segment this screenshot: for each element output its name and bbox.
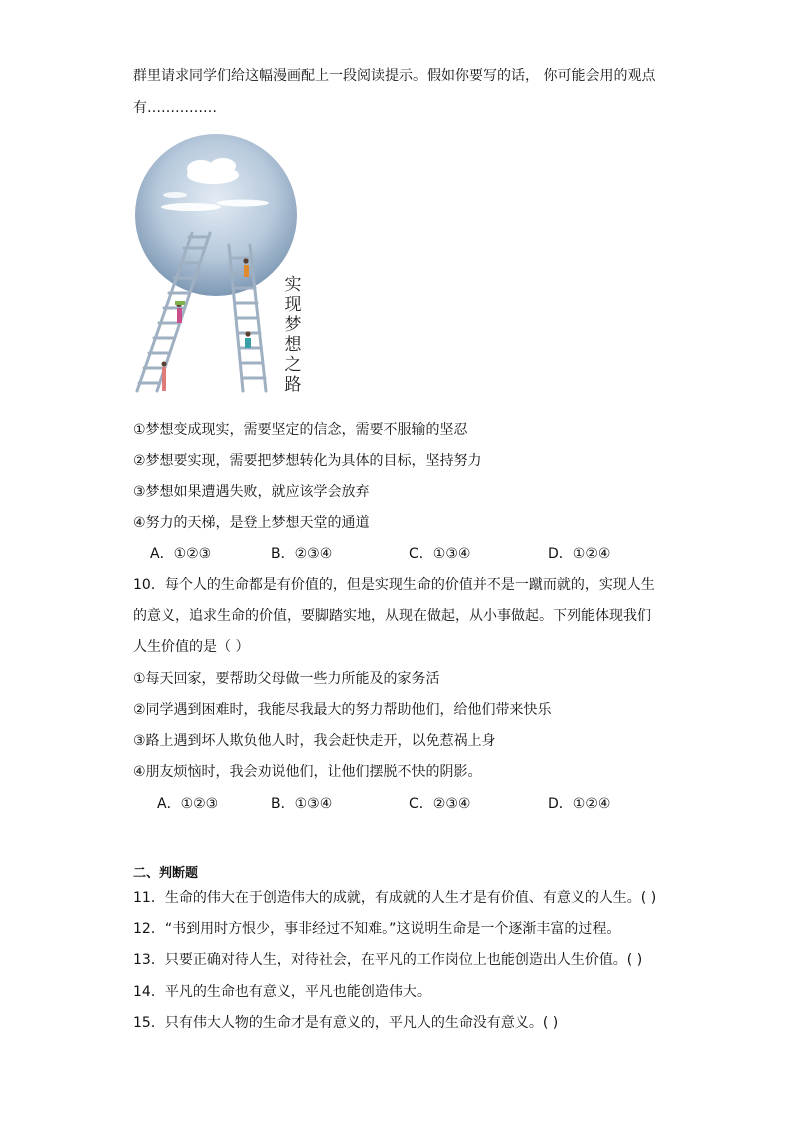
q9-option-b[interactable]: B．②③④ <box>271 546 333 562</box>
q10-statement-2: ②同学遇到困难时，我能尽我最大的努力帮助他们，给他们带来快乐 <box>133 702 552 718</box>
q10-option-b[interactable]: B．①③④ <box>271 796 333 812</box>
q10-statement-3: ③路上遇到坏人欺负他人时，我会赶快走开，以免惹祸上身 <box>133 733 496 749</box>
q11-item: 11．生命的伟大在于创造伟大的成就，有成就的人生才是有价值、有意义的人生。( ) <box>133 890 657 906</box>
intro-line-2: 有…………… <box>133 100 217 116</box>
caption-char-3: 梦 <box>284 315 302 335</box>
caption-char-1: 实 <box>284 275 302 295</box>
q9-statement-3: ③梦想如果遭遇失败，就应该学会放弃 <box>133 484 370 500</box>
q9-option-a[interactable]: A．①②③ <box>150 546 212 562</box>
q9-statement-2: ②梦想要实现，需要把梦想转化为具体的目标，坚持努力 <box>133 453 482 469</box>
q10-stem: 10．每个人的生命都是有价值的，但是实现生命的价值并不是一蹴而就的，实现人生的意义，追求生命的价值，要脚踏实地，从现在做起，从小事做起。下列能体现我们人生价值的是（ ） <box>133 577 655 655</box>
q9-option-d[interactable]: D．①②④ <box>548 546 611 562</box>
q10-option-a[interactable]: A．①②③ <box>157 796 219 812</box>
caption-char-6: 路 <box>284 375 302 395</box>
section-title-judgement: 二、判断题 <box>133 866 199 881</box>
q10-option-c[interactable]: C．②③④ <box>409 796 471 812</box>
sky-circle <box>135 134 297 296</box>
dream-ladder-cartoon <box>131 133 306 395</box>
q14-item: 14．平凡的生命也有意义，平凡也能创造伟大。 <box>133 984 431 1000</box>
q13-item: 13．只要正确对待人生，对待社会，在平凡的工作岗位上也能创造出人生价值。( ) <box>133 952 643 968</box>
caption-char-2: 现 <box>284 295 302 315</box>
q15-item: 15．只有伟大人物的生命才是有意义的，平凡人的生命没有意义。( ) <box>133 1015 559 1031</box>
caption-char-4: 想 <box>284 335 302 355</box>
caption-char-5: 之 <box>284 355 302 375</box>
q10-statement-4: ④朋友烦恼时，我会劝说他们，让他们摆脱不快的阴影。 <box>133 764 482 780</box>
q9-statement-1: ①梦想变成现实，需要坚定的信念，需要不服输的坚忍 <box>133 422 468 438</box>
q10-option-d[interactable]: D．①②④ <box>548 796 611 812</box>
q12-item: 12．“书到用时方恨少，事非经过不知难。”这说明生命是一个逐渐丰富的过程。 <box>133 921 621 937</box>
q10-statement-1: ①每天回家，要帮助父母做一些力所能及的家务活 <box>133 671 440 687</box>
q9-statement-4: ④努力的天梯，是登上梦想天堂的通道 <box>133 515 370 531</box>
q9-option-c[interactable]: C．①③④ <box>409 546 471 562</box>
intro-line-1: 群里请求同学们给这幅漫画配上一段阅读提示。假如你要写的话， 你可能会用的观点 <box>133 68 656 84</box>
cartoon-caption <box>285 275 303 395</box>
